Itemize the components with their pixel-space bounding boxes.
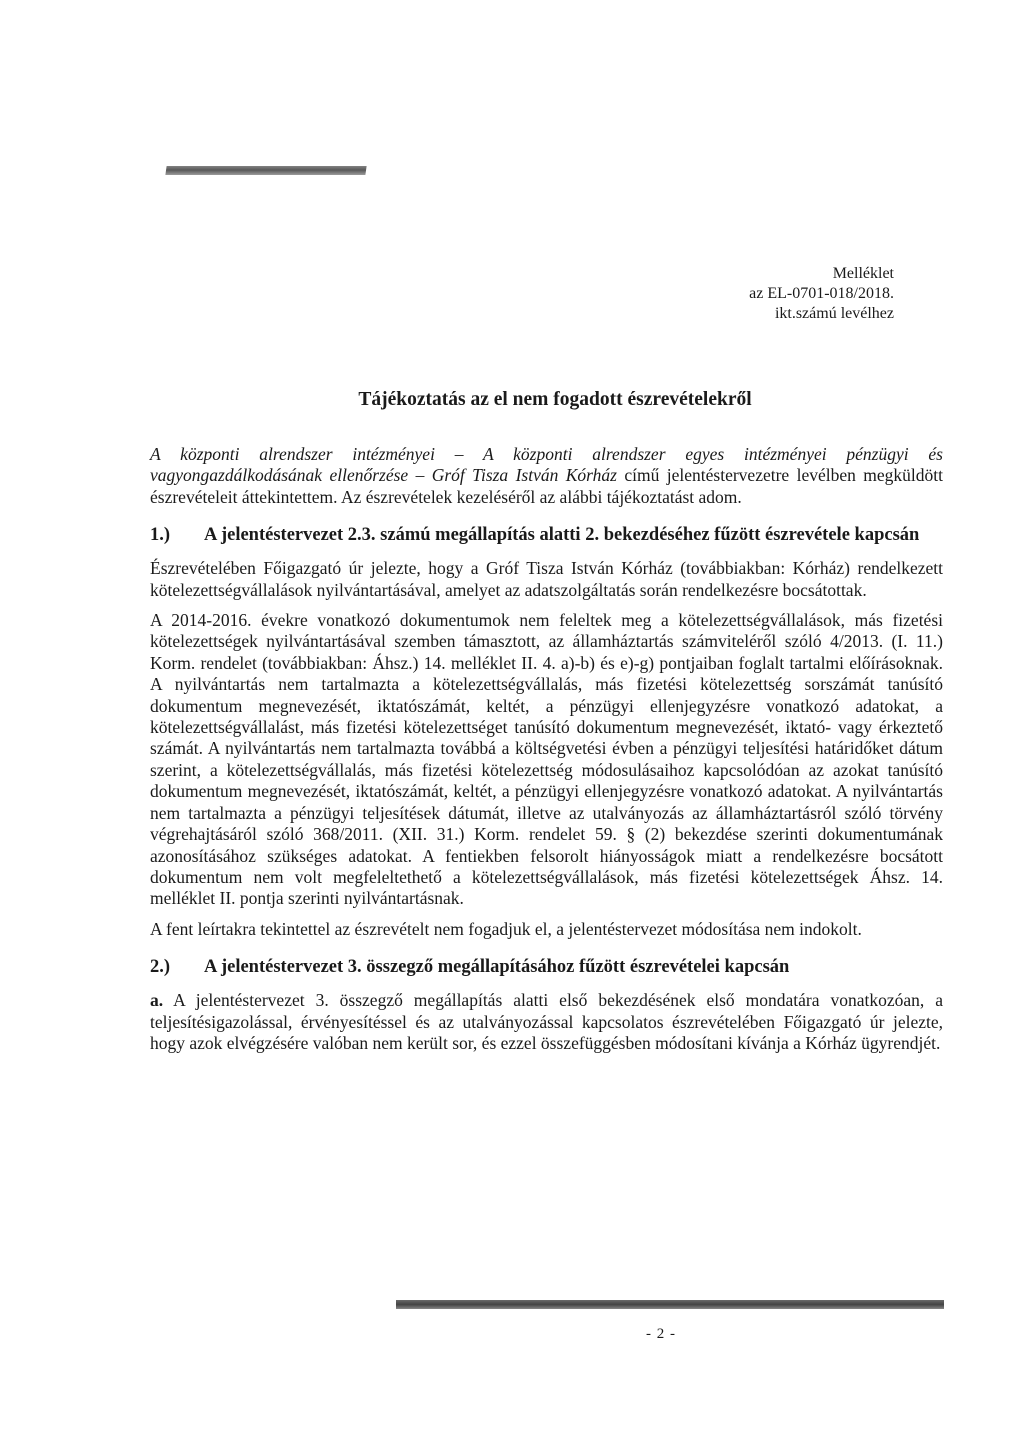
section-1-title: A jelentéstervezet 2.3. számú megállapítás alatti 2. bekezdéséhez fűzött észrevétele kapcsán [204,525,920,546]
section-2-text-a: A jelentéstervezet 3. összegző megállapítás alatti első bekezdésének első mondatára vonatkozóan, a teljesítésigazolással, érvényesítéssel és az utalványozással kapcsolatos észrevételében Főigazgató úr jelezte, hogy azok elvégzésére valóban nem került sor, és ezzel összefüggésben módosítani kívánja a Kórház ügyrendjét. [150,990,943,1053]
section-1-heading [150,524,943,546]
section-1-number: 1.) [150,525,171,546]
section-1-paragraph-1: Észrevételében Főigazgató úr jelezte, hogy a Gróf Tisza István Kórház (továbbiakban: Kórház) rendelkezett kötelezettségvállalások nyilvántartásával, amelyet az adatszolgáltatás során rendelkezésre bocsátottak. [150,558,943,600]
section-1-paragraph-2: A 2014-2016. évekre vonatkozó dokumentumok nem feleltek meg a kötelezettségvállalások, más fizetési kötelezettségek nyilvántartásával szemben támasztott, az államháztartás számviteléről szóló 4/2013. (I. 11.) Korm. rendelet (továbbiakban: Áhsz.) 14. melléklet II. 4. a)-b) és e)-g) pontjaiban foglalt tartalmi előírásoknak. A nyilvántartás nem tartalmazta a kötelezettségvállalás, más fizetési kötelezettség sorszámát tanúsító dokumentum megnevezését, iktatószámát, keltét, a pénzügyi ellenjegyzésre vonatkozó adatokat, a kötelezettségvállalást, más fizetési kötelezettséget tanúsító dokumentum megnevezését, iktató- vagy érkeztető számát. A nyilvántartás nem tartalmazta továbbá a költségvetési évben a pénzügyi teljesítési határidőket dátum szerint, a kötelezettségvállalás, más fizetési kötelezettség módosulásaihoz kapcsolódóan az azokat tanúsító dokumentum megnevezését, iktatószámát, keltét, a pénzügyi ellenjegyzésre vonatkozó adatokat. A nyilvántartás nem tartalmazta a pénzügyi teljesítések dátumát, illetve az utalványozás az államháztartásról szóló törvény végrehajtásáról szóló 368/2011. (XII. 31.) Korm. rendelet 59. § (2) bekezdése szerinti dokumentumának azonosításához szükséges adatokat. A fentiekben felsorolt hiányosságok miatt a rendelkezésre bocsátott dokumentum nem volt megfeleltethető a kötelezettségvállalások, más fizetési kötelezettségek Áhsz. 14. melléklet II. pontja szerinti nyilvántartásnak. [150,610,943,909]
section-2-paragraph-a [150,990,943,1054]
section-2-heading [150,956,943,978]
section-1-paragraph-3: A fent leírtakra tekintettel az észrevételt nem fogadjuk el, a jelentéstervezet módosítása nem indokolt. [150,918,862,939]
page-number: - 2 - [646,1326,676,1342]
document-title: Tájékoztatás az el nem fogadott észrevételekről [358,389,752,410]
intro-text: című jelentéstervezetre levélben megküldött észrevételeit áttekintettem. Az észrevételek kezeléséről az alábbi tájékoztatást adom. [150,465,943,507]
annex-label: Melléklet [832,265,894,282]
annex-file-number: az EL-0701-018/2018. [749,285,894,302]
document-body [150,444,943,1063]
intro-paragraph [150,444,943,508]
section-2-number: 2.) [150,957,171,978]
section-2-title: A jelentéstervezet 3. összegző megállapításához fűzött észrevételei kapcsán [204,957,790,978]
intro-italic-title: A központi alrendszer intézményei – A központi alrendszer egyes intézményei pénzügyi és vagyongazdálkodásának ellenőrzése – Gróf Tisza István Kórház [150,444,943,486]
scan-artifact-top [165,166,366,175]
section-2-label-a: a. [150,990,164,1011]
footer-rule [396,1300,944,1309]
annex-reference [749,264,894,324]
annex-letter-reference: ikt.számú levélhez [774,305,894,322]
